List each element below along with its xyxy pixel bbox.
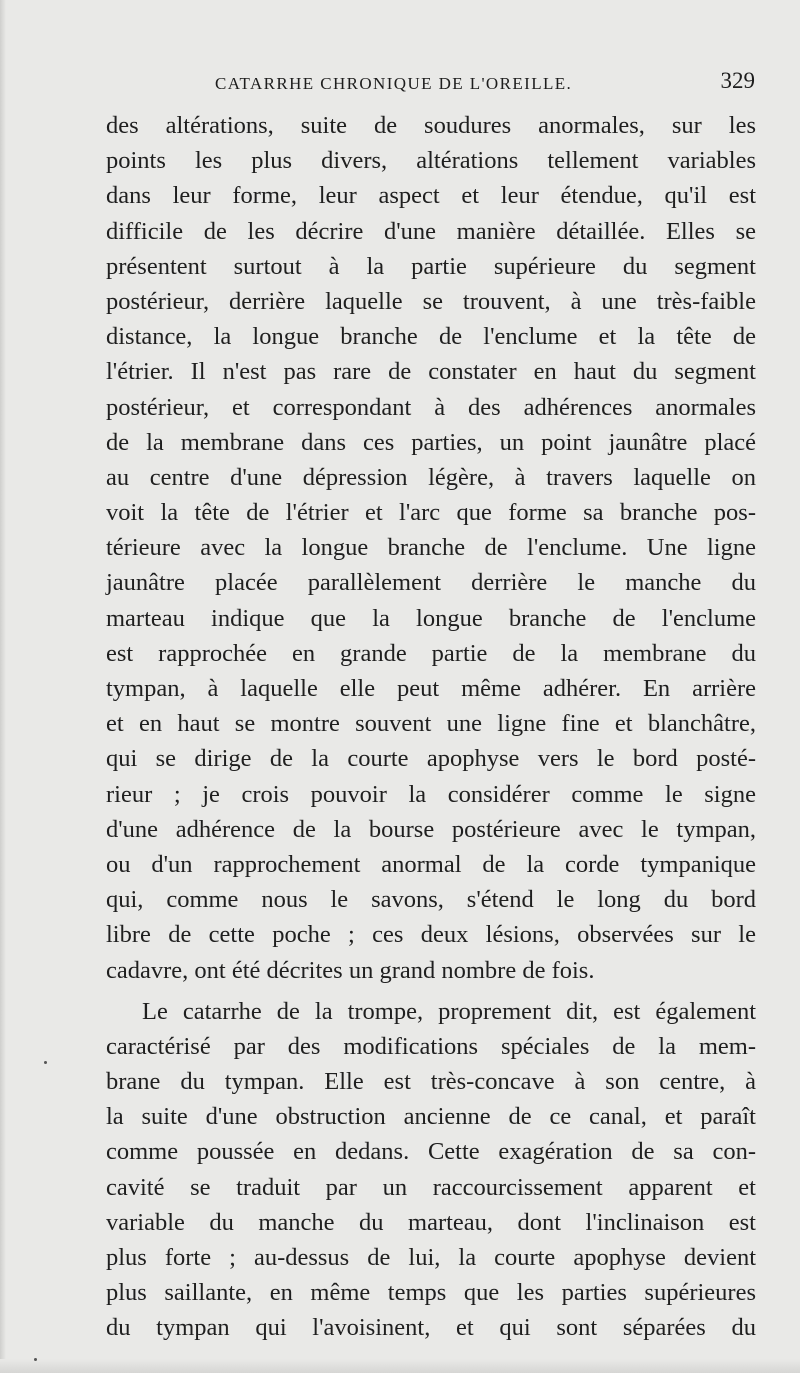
text-line: points les plus divers, altérations tellement variables [106,147,756,175]
text-line: cadavre, ont été décrites un grand nombre de fois. [106,956,595,984]
text-line: d'une adhérence de la bourse postérieure avec le tympan, [106,815,756,843]
text-line: tympan, à laquelle elle peut même adhérer. En arrière [106,675,756,702]
text-line: difficile de les décrire d'une manière détaillée. Elles se [106,217,756,245]
text-line: du tympan qui l'avoisinent, et qui sont séparées du [106,1314,756,1342]
text-line: qui se dirige de la courte apophyse vers le bord posté- [106,745,756,773]
page-number: 329 [720,68,755,93]
text-line: variable du manche du marteau, dont l'inclinaison est [106,1208,756,1236]
print-speck [34,1358,37,1361]
text-line: plus forte ; au-dessus de lui, la courte apophyse devient [106,1244,756,1271]
page-header [215,68,755,98]
text-line: présentent surtout à la partie supérieure du segment [106,252,756,280]
text-line: voit la tête de l'étrier et l'arc que forme sa branche pos- [106,499,756,527]
body-text [106,108,756,1346]
paragraph-2 [106,994,756,1346]
text-line: Le catarrhe de la trompe, proprement dit, est également [142,997,756,1025]
text-line: de la membrane dans ces parties, un point jaunâtre placé [106,428,756,456]
text-line: au centre d'une dépression légère, à travers laquelle on [106,463,756,491]
text-line: la suite d'une obstruction ancienne de ce canal, et paraît [106,1103,756,1131]
running-title: CATARRHE CHRONIQUE DE L'OREILLE. [215,74,573,93]
text-line: dans leur forme, leur aspect et leur étendue, qu'il est [106,182,756,210]
text-line: caractérisé par des modifications spéciales de la mem- [106,1032,756,1060]
text-line: brane du tympan. Elle est très-concave à son centre, à [106,1068,756,1096]
text-line: postérieur, et correspondant à des adhérences anormales [106,393,756,421]
text-line: distance, la longue branche de l'enclume et la tête de [106,323,756,351]
text-line: marteau indique que la longue branche de l'enclume [106,604,756,632]
text-line: des altérations, suite de soudures anormales, sur les [106,112,756,139]
page-bottom-edge-shadow [0,1359,800,1373]
text-line: qui, comme nous le savons, s'étend le long du bord [106,886,756,914]
text-line: térieure avec la longue branche de l'enclume. Une ligne [106,534,756,562]
print-speck [44,1061,47,1064]
text-line: jaunâtre placée parallèlement derrière le manche du [106,569,756,597]
text-line: postérieur, derrière laquelle se trouvent, à une très-faible [106,287,756,315]
paragraph-1 [106,108,756,988]
text-line: rieur ; je crois pouvoir la considérer comme le signe [106,780,756,808]
text-line: est rapprochée en grande partie de la membrane du [106,639,756,667]
text-line: ou d'un rapprochement anormal de la corde tympanique [106,850,756,878]
text-line: libre de cette poche ; ces deux lésions, observées sur le [106,921,756,949]
text-line: plus saillante, en même temps que les parties supérieures [106,1279,756,1307]
text-line: et en haut se montre souvent une ligne fine et blanchâtre, [106,710,756,738]
text-line: l'étrier. Il n'est pas rare de constater en haut du segment [106,358,756,386]
page-left-edge-shadow [0,0,6,1373]
text-line: cavité se traduit par un raccourcissement apparent et [106,1173,756,1201]
text-line: comme poussée en dedans. Cette exagération de sa con- [106,1138,756,1166]
